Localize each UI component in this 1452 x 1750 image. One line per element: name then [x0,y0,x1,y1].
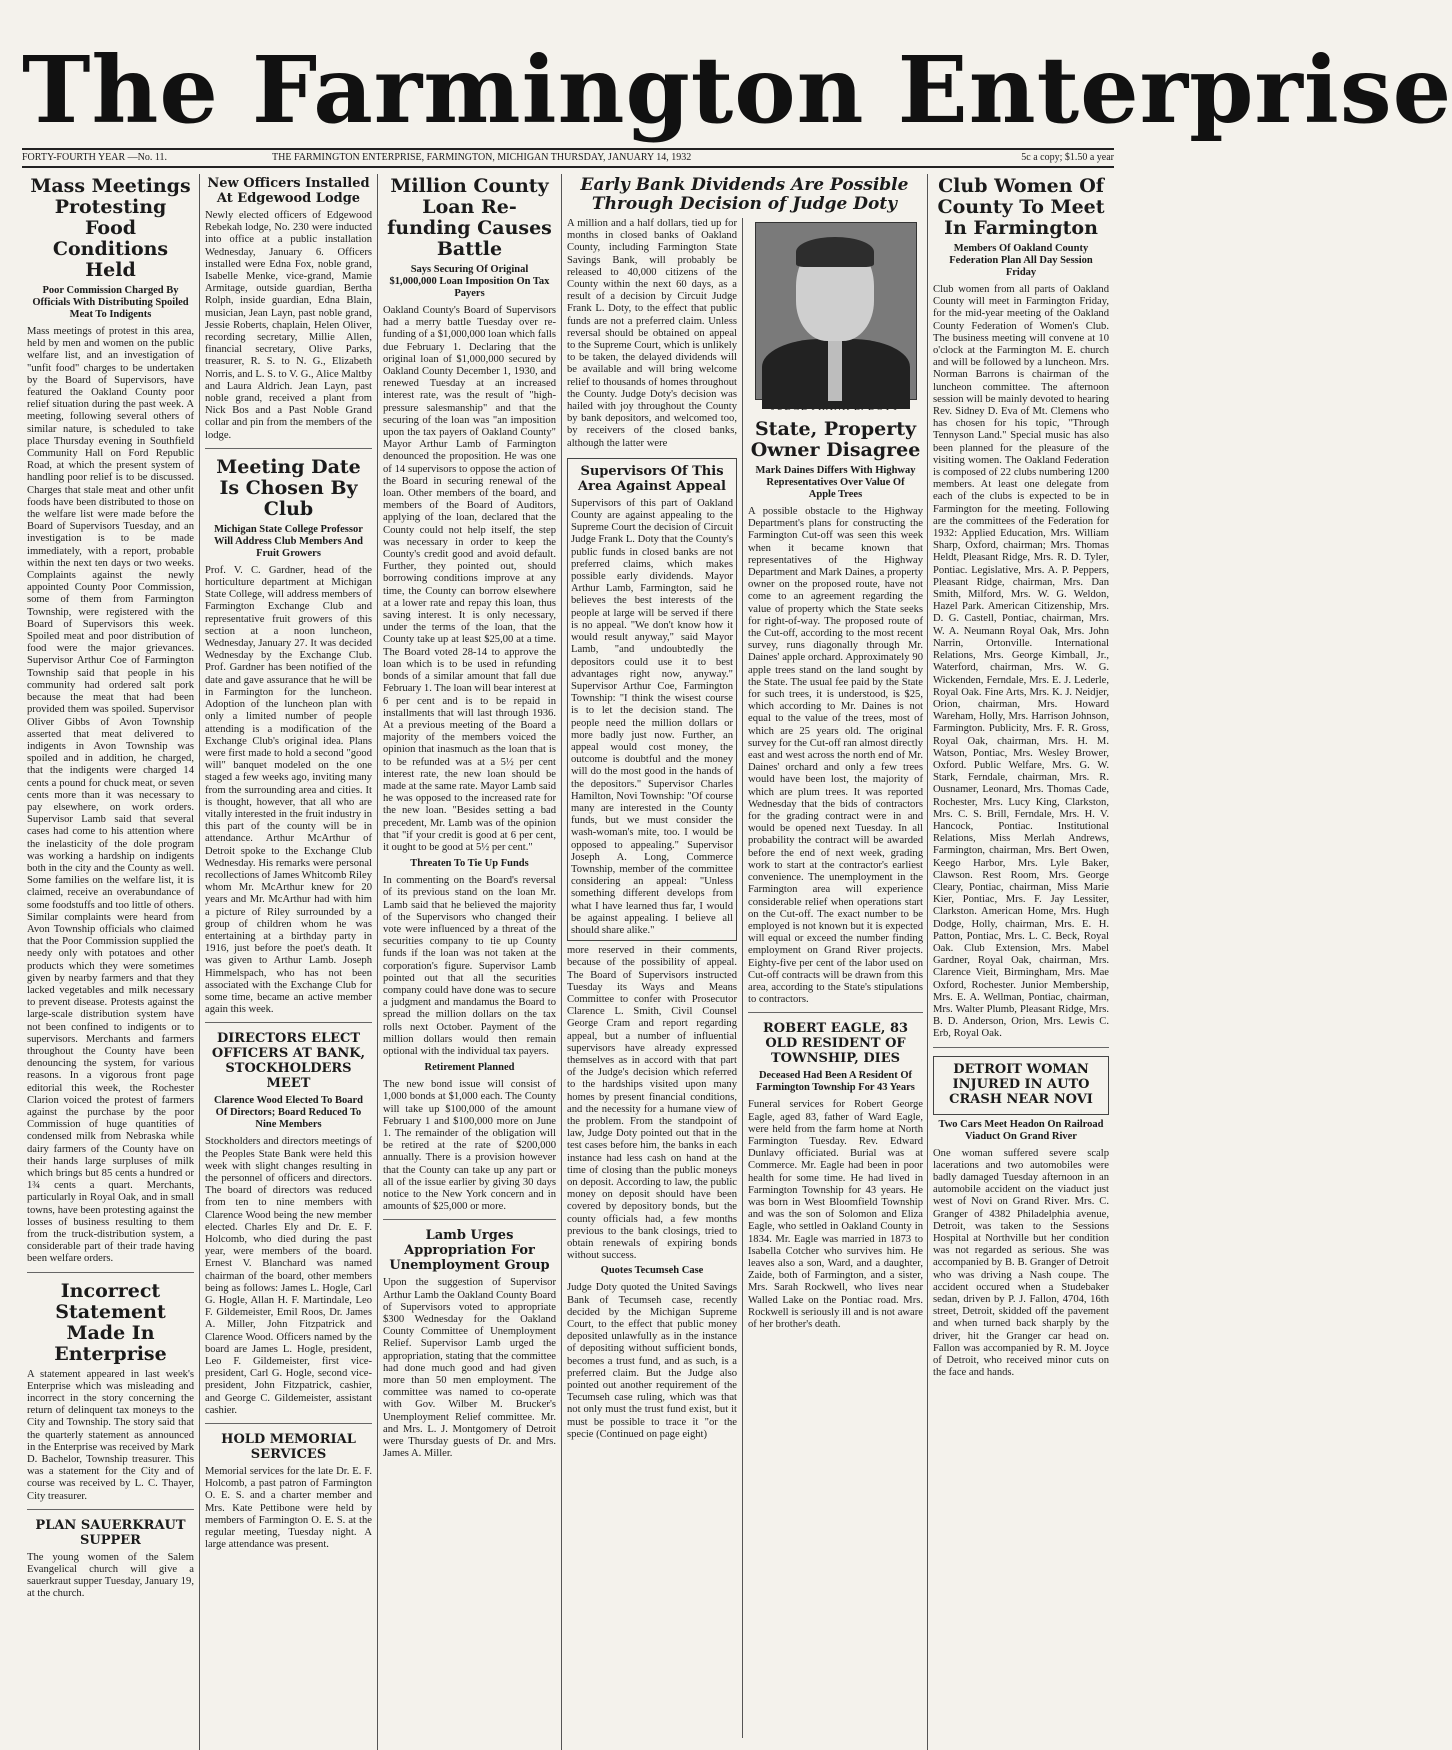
article-memorial [205,1432,372,1557]
subhead-million-loan: Says Securing Of Original $1,000,000 Loan Imposition On Tax Payers [389,264,550,299]
subhead-tie-up-funds: Threaten To Tie Up Funds [410,858,529,870]
dividends-left [567,218,743,1738]
body-dividends: A million and a half dollars, tied up for months in closed banks of Oakland County, including Farmington State Savings Bank, will probably be released to 40,000 citizens of the County within the next 60 days, as a result of a decision by Circuit Judge Frank L. Doty, to the effect that public funds are not a preferred claim. Unless reversal should be obtained on appeal to the Supreme Court, which is unlikely to be taken, the delayed dividends will be available and will bring welcome relief to thousands of homes throughout the County. Judge Doty's decision was hailed with joy throughout the County by bank depositors, and welcomed too, by receivers of the closed banks, although the latter were [567,218,737,449]
headline-supervisors: Supervisors Of This Area Against Appeal [578,463,726,494]
folio-volume: FORTY-FOURTH YEAR —No. 11. [22,152,168,163]
folio-line [22,148,1114,168]
subhead-mass-meetings: Poor Commission Charged By Officials With Distributing Spoiled Meat To Indigents [32,285,189,320]
body-tecumseh: Judge Doty quoted the United Savings Bank of Tecumseh case, recently decided by the Michigan Supreme Court, to the effect that public money deposited unlawfully as in the instance of depositing without sufficient bonds, becomes a trust fund, and as such, is a preferred claim. But the Judge also pointed out another requirement of the Tecumseh case ruling, which was that not only must the trust fund exist, but it must be possible to trace it "or the specie (Continued on page eight) [567,1282,737,1440]
photo-hair-shape [796,237,874,267]
article-state-property [748,419,923,1013]
body-directors: Stockholders and directors meetings of the Peoples State Bank were held this week with slight changes resulting in the personnel of officers and directors. The board of directors was reduced from ten to nine members with Clarence Wood being the new member elected. Charles Ely and Dr. E. F. Holcomb, who died during the past year, were members of the board. Ernest V. Blanchard was named chairman of the board, other members being as follows: James L. Hogle, Carl G. Hogle, Allan H. F. Martindale, Leo F. Gildemeister, Emil Roos, Dr. James A. Miller, John Fitzpatrick and Clarence Wood. Officers named by the board are James L. Hogle, president, Leo F. Gildemeister, first vice-president, Carl G. Hogle, second vice-president, John Fitzpatrick, cashier, and George C. Gildemeister, assistant cashier. [205,1136,372,1416]
body-meeting-date: Prof. V. C. Gardner, head of the horticulture department at Michigan State College, will address members of Farmington Exchange Club and representative fruit growers of this section at a noon luncheon, Wednesday, January 27. It was decided Wednesday by the Exchange Club. Prof. Gardner has been notified of the date and gave assurance that he will be in Farmington for the luncheon. Adoption of the luncheon plan with only a limited number of people attending is a modification of the Exchange Club's original idea. Plans were first made to hold a second "good will" banquet modeled on the one staged a few weeks ago, inviting many from the surrounding area and cities. It is thought, however, that all who are vitally interested in the fruit industry in this part of the county will be in attendance. Arthur McArthur of Detroit spoke to the Exchange Club Wednesday. His remarks were personal recollections of James Whitcomb Riley whom Mr. McArthur knew for 20 years and Mr. McArthur had with him a picture of Riley surrounded by a group of children whom he was entertaining at a birthday party in 1916, just before the poet's death. It was given to Arthur Lamb. Joseph Himmelspach, who has not been associated with the Exchange Club for some time, became an active member again this week. [205,564,372,1016]
body-new-officers: Newly elected officers of Edgewood Rebekah lodge, No. 230 were inducted into office at a public installation Wednesday, January 6. Officers installed were Edna Fox, noble grand, Isabelle Menke, vice-grand, Mamie Armitage, outside guardian, Bertha Rolph, inside guardian, Edna Blain, musician, Jean Layn, past noble grand, Jessie Roberts, chaplain, Helen Oliver, recording secretary, Millie Allen, financial secretary, Olive Parks, treasurer, R. S. to N. G., Elizabeth Norris, and L. S. to V. G., Alice Maltby and Laura Aldrich. Jean Layn, past noble grand, received a plant from Nick Bos and a Past Noble Grand collar and pin from the members of the lodge. [205,210,372,441]
judge-photo [755,222,917,400]
body-million-loan: Oakland County's Board of Supervisors had a merry battle Tuesday over re-funding of a $1,000,000 loan which falls due February 1. Declaring that the original loan of $1,000,000 secured by Oakland County December 1, 1930, and renewed Tuesday at an increased interest rate, was the result of "high-pressure salesmanship" and that the securing of the loan was "an imposition upon the tax payers of Oakland County" Mayor Arthur Lamb of Farmington denounced the proposition. He was one of 14 supervisors to oppose the action of the Board in securing renewal of the loan. Other members of the board, and members of the Board of Auditors, applying of the loan, declared that the County could not help itself, the step was necessary in order to keep the County's credit good and avoid default. Further, they pointed out, should borrowing conditions improve at any time, the County can borrow elsewhere at a lower rate and repay this loan, thus saving interest. It is only necessary, under the terms of the loan, that the County take up at least $25,00 at a time. The Board voted 28-14 to approve the loan which is to be used in refunding bonds of a similar amount that fall due February 1. The loan will bear interest at 6 per cent and is to be repaid in installments that will last through 1936. At a previous meeting of the Board a majority of the members voiced the opinion that inasmuch as the loan that is to be refunded was at a 5½ per cent interest rate, the new loan should be made at the same rate. Mayor Lamb said he was opposed to the increased rate for the new loan. "Besides setting a bad precedent, Mr. Lamb was of the opinion that "if your credit is good at 6 per cent, it ought to be good at 5½ per cent." [383,305,556,853]
subhead-robert-eagle: Deceased Had Been A Resident Of Farmington Township For 43 Years [756,1070,915,1094]
article-mass-meetings [27,176,194,1273]
folio-price: 5c a copy; $1.50 a year [1021,152,1114,163]
article-new-officers [205,176,372,449]
body-sauerkraut: The young women of the Salem Evangelical church will give a sauerkraut supper Tuesday, January 19, at the church. [27,1551,194,1600]
columns [22,174,1114,1750]
headline-mass-meetings: Mass Meetings Protesting Food Conditions Held [30,175,191,281]
headline-lamb-urges: Lamb Urges Appropriation For Unemployment Group [389,1228,550,1274]
headline-state-property: State, Property Owner Disagree [750,418,921,461]
dividends-right [748,218,923,1738]
subhead-retirement: Retirement Planned [424,1062,515,1074]
body-dividends-cont: more reserved in their comments, because of the possibility of appeal. The Board of Supervisors instructed Tuesday its Ways and Means Committee to confer with Prosecutor Clarence L. Smith, Civil Counsel George Cram and report regarding appeal, but a number of influential supervisors have already expressed themselves as in accord with that part of the Judge's decision which referred to the hardships visited upon many homes by present financial conditions, and the necessity for a humane view of the problem. From the standpoint of law, Judge Doty pointed out that in the test cases before him, the banks in each instance had less cash on hand at the time of closing than the public moneys on deposit. According to law, the public money on deposit should have been covered by depository bonds, but the county officials had, a few months previous to the bank closings, tried to obtain renewals of expiring bonds without success. [567,945,737,1262]
photo-tie-shape [828,341,842,401]
headline-dividends: Early Bank Dividends Are Possible Through Decision of Judge Doty [580,175,909,214]
masthead: The Farmington Enterprise [22,36,1452,144]
body-memorial: Memorial services for the late Dr. E. F. Holcomb, a past patron of Farmington O. E. S. and a charter member and Mrs. Kate Pettibone were held by members of Farmington O. E. S. at the regular meeting, Tuesday night. A large attendance was present. [205,1466,372,1551]
column-3 [378,174,562,1750]
article-sauerkraut [27,1518,194,1607]
headline-million-loan: Million County Loan Re-funding Causes Battle [387,175,552,260]
headline-detroit-woman: DETROIT WOMAN INJURED IN AUTO CRASH NEAR NOVI [949,1061,1093,1107]
subhead-tecumseh: Quotes Tecumseh Case [600,1265,704,1277]
headline-box-detroit [933,1056,1109,1115]
headline-memorial: HOLD MEMORIAL SERVICES [221,1432,356,1463]
article-million-loan [383,176,556,1220]
newspaper-page [22,36,1452,1750]
headline-club-women: Club Women Of County To Meet In Farmington [937,175,1105,239]
body-supervisors: Supervisors of this part of Oakland County are against appealing to the Supreme Court the decision of Circuit Judge Frank L. Doty that the County's public funds in closed banks are not preferred claims, which makes possible early dividends. Mayor Arthur Lamb, Farmington, said he believes the best interests of the people at large will be served if there is no appeal. "We don't know how it would result anyway," said Mayor Lamb, "and undoubtedly the depositors could use it to best advantages right now, anyway." Supervisor Arthur Coe, Farmington Township: "I think the wisest course is to let the decision stand. The people need the million dollars or more badly just now. Further, an appeal would cost money, the outcome is doubtful and the money will do the most good in the hands of the depositors." Supervisor Charles Hamilton, Novi Township: "Of course many are interested in the County funds, but we must consider the wash-woman's mite, too. I would be opposed to appealing." Supervisor Joseph A. Long, Commerce Township, member of the committee considering an appeal: "Unless something different develops from what I have learned thus far, I would be against appealing. I believe all should share alike." [571,497,733,936]
article-club-women [933,176,1109,1048]
headline-sauerkraut: PLAN SAUERKRAUT SUPPER [35,1517,186,1548]
headline-incorrect-statement: Incorrect Statement Made In Enterprise [54,1279,167,1365]
article-directors [205,1031,372,1424]
subhead-directors: Clarence Wood Elected To Board Of Directors; Board Reduced To Nine Members [214,1095,363,1131]
article-lamb-urges [383,1228,556,1466]
subhead-club-women: Members Of Oakland County Federation Plan All Day Session Friday [949,243,1093,278]
headline-meeting-date: Meeting Date Is Chosen By Club [216,455,361,520]
column-1 [22,174,200,1750]
column-4-5 [562,174,928,1750]
body-retirement: The new bond issue will consist of 1,000 bonds at $1,000 each. The County will take up $100,000 of the amount February 1 and $100,000 more on June 1. The remainder of the obligation will be retired at the rate of $200,000 annually. There is a provision however that the County can take up any part or all of the issue earlier by giving 30 days notice to the New York concern and in amounts of $25,000 or more. [383,1079,556,1213]
article-robert-eagle [748,1021,923,1337]
dividends-layout [567,218,922,1738]
subhead-detroit-woman: Two Cars Meet Headon On Railroad Viaduct On Grand River [938,1118,1104,1142]
headline-new-officers: New Officers Installed At Edgewood Lodge [207,176,370,206]
headline-robert-eagle: ROBERT EAGLE, 83 OLD RESIDENT OF TOWNSHIP, DIES [762,1021,909,1067]
body-club-women: Club women from all parts of Oakland County will meet in Farmington Friday, for the mid-year meeting of the Oakland County Federation of Women's Club. The business meeting will convene at 10 o'clock at the Farmington M. E. church and will be followed by a luncheon. Mrs. Norman Barrons is chairman of the luncheon committee. The afternoon session will be mainly devoted to hearing Rev. Sidney D. Eva of Mt. Clemens who has chosen for his topic, "Through Tennyson Land." Special music has also been planned for the pleasure of the visiting women. The Oakland Federation is composed of 22 clubs numbering 1200 members. At least one delegate from each of the clubs is expected to be in Farmington for the meeting. Following are the committees of the Federation for 1932: Applied Education, Mrs. William Sharp, Oxford, chairman; Mrs. Thomas Heldt, Pleasant Ridge, Mrs. R. D. Tyler, Pontiac. Legislative, Mrs. A. P. Peppers, Pleasant Ridge, chairman, Mrs. Dan Smith, Milford, Mrs. W. G. Weldon, Hazel Park. American Citizenship, Mrs. D. G. Castell, Pontiac, chairman, Mrs. W. A. Neumann Royal Oak, Mrs. John Narrin, Ortonville. International Relations, Mrs. George Kimball, Jr., Waterford, chairman, Mrs. W. G. Wickenden, Ferndale, Mrs. E. J. Lederle, Royal Oak. Fine Arts, Mrs. K. J. Neidjer, Orion, chairman, Mrs. Howard Wareham, Holly, Mrs. Harrison Johnson, Farmington. Publicity, Mrs. F. R. Gross, Royal Oak, chairman, Mrs. H. M. Watson, Pontiac, Mrs. Wesley Brower, Oxford. Public Welfare, Mrs. G. W. Stark, Ferndale, chairman, Mrs. R. Ousnamer, Leonard, Mrs. Thomas Cade, Rochester, Mrs. Lucy King, Clarkston, Mrs. C. S. Brill, Ferndale, Mrs. H. V. Hancock, Pontiac. Institutional Relations, Miss Merlah Andrews, Farmington, chairman, Mrs. Bert Owen, Keego Harbor, Mrs. Lyle Baker, Clawson. Rest Room, Mrs. George Cleary, Pontiac, chairman, Miss Marie Kier, Pontiac, Mrs. F. Jay Lessiter, Clarkston. American Home, Mrs. Hugh Dodge, Holly, chairman, Mrs. E. H. Patton, Pontiac, Mrs. L. C. Beck, Royal Oak. Club Extension, Mrs. Mabel Gardner, Royal Oak, chairman, Mrs. Clarence Vieit, Birmingham, Mrs. Mae Oxford, Rochester. Junior Membership, Mrs. E. A. Wellman, Pontiac, chairman, Mrs. Walter Plumb, Pleasant Ridge, Mrs. B. D. Anderson, Orion, Mrs. Lewis C. Erb, Royal Oak. [933,284,1109,1040]
column-2 [200,174,378,1750]
column-6 [928,174,1114,1750]
body-state-property: A possible obstacle to the Highway Department's plans for constructing the Farmington Cut-off was seen this week when it became known that representatives of the Highway Department and Mark Daines, a property owner on the proposed route, have not come to an agreement regarding the value of property which the State seeks for right-of-way. The proposed route of the Cut-off, according to the most recent survey, runs diagonally through Mr. Daines' apple orchard. Approximately 90 apple trees stand on the land sought by the State. The usual fee paid by the State for such trees, it is understood, is $25, which according to Mr. Daines is not equal to the value of the trees, most of which are 25 years old. The original survey for the Cut-off ran almost directly east and west across the north end of Mr. Daines' orchard and only a few trees would have been lost, the majority of which are plum trees. It was reported Wednesday that the bids of contractors for the grading contract were in and would be opened next Tuesday. In all probability the contract will be awarded before the end of next week, grading work to start at the contractor's earliest convenience. The unemployment in the Farmington area will experience considerable relief when operations start on the Cut-off. The exact number to be employed is not known but it is expected will equal or exceed the number finding employment on Grand River projects. Eighty-five per cent of the labor used on Cut-off contracts will be drawn from this area, according to the State's stipulations to contractors. [748,506,923,1006]
body-incorrect-statement: A statement appeared in last week's Enterprise which was misleading and incorrect in the story concerning the return of delinquent tax moneys to the City and Township. The story said that the quarterly statement as announced in the Enterprise was received by Mark D. Bachelor, Township treasurer. This was a statement for the City and of course was received by L. C. Thayer, City treasurer. [27,1368,194,1502]
headline-directors: DIRECTORS ELECT OFFICERS AT BANK, STOCKHOLDERS MEET [211,1031,366,1092]
body-robert-eagle: Funeral services for Robert George Eagle, aged 83, father of Ward Eagle, were held from the farm home at North Farmington Tuesday. Rev. Edward Dunlavy officiated. Burial was at Commerce. Mr. Eagle had been in poor health for some time. He had lived in Farmington Township for 43 years. He was born in West Bloomfield Township and was the son of Solomon and Eliza Eagle, who settled in Oakland County in 1834. Mr. Eagle was married in 1873 to Isabella Cotcher who survives him. He leaves also a son, Ward, and a daughter, Zaide, both of Farmington, and a sister, Mrs. Sarah Rockwell, who lives near Walled Lake on the Pontiac road. Mrs. Rockwell is seriously ill and is not aware of her brother's death. [748,1099,923,1330]
body-mass-meetings: Mass meetings of protest in this area, held by men and women on the public welfare list, and an investigation of "unfit food" charges to be undertaken by the Board of Supervisors, have featured the Oakland County poor relief situation during the past week. A meeting, following several others of similar nature, is scheduled to take place Thursday evening in Southfield Community Hall on Ford Republic Road, at which the present system of handling poor relief is to be discussed. Charges that stale meat and other unfit foods have been distributed to those on the welfare list were made before the Board of Supervisors Tuesday, and an investigation is to be made immediately, with a report, probable within the next ten days or two weeks. Complaints against the newly appointed County Poor Commission, some of them from Farmington Township, were registered with the Board of Supervisors this week. Spoiled meat and poor distribution of food were the major grievances. Supervisor Arthur Coe of Farmington Township said that people in his community had ordered salt pork because the meat that had been provided them was spoiled. Supervisor Oliver Gibbs of Avon Township asserted that meat delivered to indigents in Avon Township was spoiled and in addition, he charged, that the indigents were charged 14 cents a pound for chuck meat, or seven cents more than it was necessary to pay elsewhere, on work orders. Supervisor Lamb said that several cases had come to his attention where the inelasticity of the dole program was working a hardship on indigents both in the city and the County as well. Some families on the welfare list, it is claimed, receive an overabundance of some foodstuffs and too little of others. Similar complaints were heard from Avon Township officials who claimed that the Poor Commission supplied the needy only with potatoes and other products which they were sometimes given by nearby farmers and that they lacked vegetables and milk necessary to prevent disease. Protests against the large-scale distribution system have not been confined to indigents or to supervisors. Merchants and farmers throughout the County have been denouncing the system, for various reasons. In a vigorous front page editorial this week, the Rochester Clarion voiced the protest of farmers against the purchase by the poor Commission of huge quantities of condensed milk from Nebraska while dairy farmers of the County have on their hands large surpluses of milk which brings but 85 cents a hundred or 1¾ cents a quart. Merchants, particularly in Royal Oak, and in small towns, have been protesting against the losses of business resulting to them from the truck-distribution system, a considerable part of their trade having been welfare orders. [27,326,194,1265]
body-detroit-woman: One woman suffered severe scalp lacerations and two automobiles were badly damaged Tuesday afternoon in an automobile accident on the viaduct just west of Novi on Grand River. Mrs. C. Granger of 4382 Philadelphia avenue, Detroit, was taken to the Sessions Hospital at Northville but her condition was not regarded as serious. She was accompanied by B. B. Granger of Detroit who was driving a Nash coupe. The accident occured when a Studebaker sedan, driven by P. J. Fallon, 4704, 16th street, Detroit, skidded off the pavement and when turned back sharply by the driver, hit the Granger car head on. Fallon was accompanied by R. M. Joyce of Detroit, who received minor cuts on the face and hands. [933,1147,1109,1379]
subhead-meeting-date: Michigan State College Professor Will Address Club Members And Fruit Growers [214,523,363,559]
article-meeting-date [205,457,372,1024]
body-tie-up-funds: In commenting on the Board's reversal of its previous stand on the loan Mr. Lamb said that he believed the majority of the Supervisors who changed their vote were influenced by a threat of the securities company to tie up County funds if the loan was not taken at the corporation's figure. Supervisor Lamb pointed out that all the securities company could have done was to secure a judgment and mandamus the Board to spread the million dollars on the tax rolls next October. Payment of the million dollars would then remain optional with the individual tax payers. [383,875,556,1057]
article-detroit-woman [933,1056,1109,1386]
article-supervisors [567,458,737,941]
folio-dateline: THE FARMINGTON ENTERPRISE, FARMINGTON, MICHIGAN THURSDAY, JANUARY 14, 1932 [272,152,692,163]
article-incorrect-statement [27,1281,194,1510]
body-lamb-urges: Upon the suggestion of Supervisor Arthur Lamb the Oakland County Board of Supervisors voted to appropriate $300 Wednesday for the Oakland County Committee of Unemployment Relief. Supervisor Lamb urged the appropriation, stating that the committee had done much good and had given more than 50 men employment. The committee was named to co-operate with Gov. Wilber M. Brucker's Unemployment Relief committee. Mr. and Mrs. L. J. Montgomery of Detroit were Thursday guests of Dr. and Mrs. James A. Miller. [383,1277,556,1460]
subhead-state-property: Mark Daines Differs With Highway Representatives Over Value Of Apple Trees [755,465,916,500]
